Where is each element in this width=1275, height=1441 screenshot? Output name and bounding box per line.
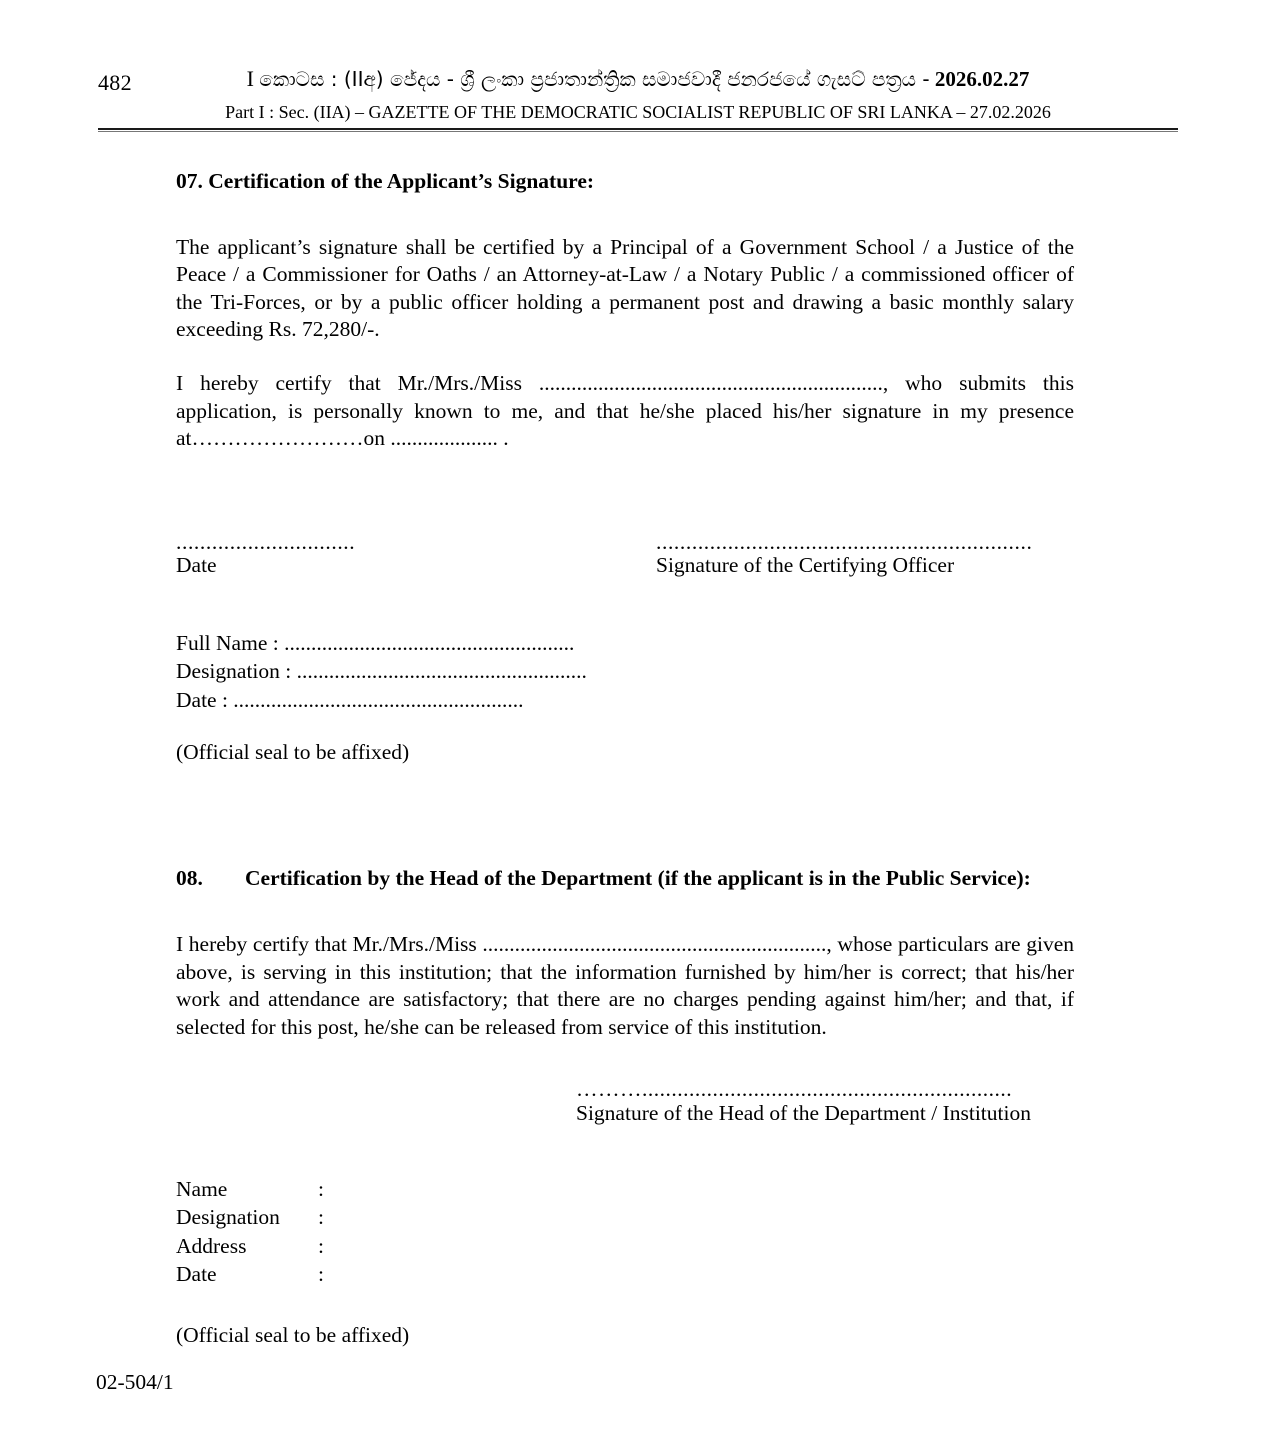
section-08-title	[176, 865, 1074, 893]
header-primary-line	[98, 66, 1178, 100]
field-row-date	[176, 1260, 1074, 1289]
header-sinhala-title	[98, 66, 1178, 92]
section-07-officer-fields	[176, 629, 1074, 715]
field-label-designation: Designation	[176, 1205, 280, 1230]
section-07-field-full-name[interactable]: Full Name : ......................................................	[176, 630, 575, 655]
section-08-paragraph-1: I hereby certify that Mr./Mrs./Miss ................................................................, whose particulars are given above, is serving in this institution; that the information furnished by him/her is correct; that his/her work and attendance are satisfactory; that there are no charges pending against him/her; and that, if selected for this post, he/she can be released from service of this institution.	[176, 932, 1074, 1039]
section-08-signature-dotted-line[interactable]: ………...............................................................	[576, 1077, 1013, 1102]
field-colon-address: :	[318, 1233, 324, 1258]
page-header	[98, 66, 1178, 123]
field-row-designation	[176, 1203, 1074, 1232]
field-row-name	[176, 1175, 1074, 1204]
field-colon-name: :	[318, 1176, 324, 1201]
page-content	[176, 168, 1074, 1348]
section-07-signature-label: Signature of the Certifying Officer	[656, 552, 955, 577]
section-08-number: 08.	[176, 866, 203, 891]
field-label-date: Date	[176, 1262, 217, 1287]
section-08-signature-label: Signature of the Head of the Department / Institution	[576, 1100, 1031, 1125]
section-07-field-date[interactable]: Date : ......................................................	[176, 687, 524, 712]
section-07-signature-row	[176, 529, 1074, 595]
field-label-address: Address	[176, 1233, 247, 1258]
section-07-certifying-officer-block	[656, 529, 1033, 579]
section-07-date-label: Date	[176, 552, 217, 577]
section-07-date-dotted-line[interactable]: ..............................	[176, 529, 356, 554]
field-colon-designation: :	[318, 1205, 324, 1230]
header-english-sec: Sec.	[278, 102, 310, 122]
field-colon-date: :	[318, 1262, 324, 1287]
section-07-paragraph-1: The applicant’s signature shall be certified by a Principal of a Government School / a Justice of the Peace / a Commissioner for Oaths / an Attorney-at-Law / a Notary Public / a commissioned officer of the Tri-Forces, or by a public officer holding a permanent post and drawing a basic monthly salary exceeding Rs. 72,280/-.	[176, 234, 1074, 342]
header-english-part-numeral: I :	[258, 102, 275, 122]
page-number: 482	[98, 70, 132, 95]
header-gazette-date: 2026.02.27	[934, 67, 1030, 91]
section-07-seal-note: (Official seal to be affixed)	[176, 740, 410, 765]
section-08-seal-note: (Official seal to be affixed)	[176, 1323, 410, 1347]
header-part-numeral: I	[246, 66, 254, 91]
field-label-name: Name	[176, 1176, 228, 1201]
header-english-part: Part	[225, 102, 255, 122]
section-07-field-designation[interactable]: Designation : ......................................................	[176, 659, 587, 684]
header-english-rest: (IIA) – GAZETTE OF THE DEMOCRATIC SOCIALIST REPUBLIC OF SRI LANKA – 27.02.2026	[313, 102, 1051, 122]
section-07-date-block	[176, 529, 356, 579]
header-sinhala-text: කොටස : (IIඅ) ජේදය - ශ්‍රී ලංකා ප්‍රජාතාන්ත්‍රික සමාජවාදී ජනරජයේ ගැසට් පත්‍රය -	[259, 67, 930, 91]
header-divider	[98, 128, 1178, 132]
header-english-line	[98, 102, 1178, 123]
field-row-address	[176, 1232, 1074, 1261]
section-07-signature-dotted-line[interactable]: ...............................................................	[656, 529, 1033, 554]
section-07-paragraph-2: I hereby certify that Mr./Mrs./Miss ................................................................, who submits this application, is personally known to me, and that he/she placed his/her signature in my presence at……………………on .................... .	[176, 371, 1074, 451]
footer-reference: 02-504/1	[96, 1370, 174, 1394]
section-08-title-text: Certification by the Head of the Department (if the applicant is in the Public Service):	[245, 866, 1031, 891]
section-07-title: 07. Certification of the Applicant’s Signature:	[176, 169, 595, 193]
section-08-signature-block	[576, 1079, 1074, 1126]
section-08-head-fields	[176, 1175, 1074, 1289]
